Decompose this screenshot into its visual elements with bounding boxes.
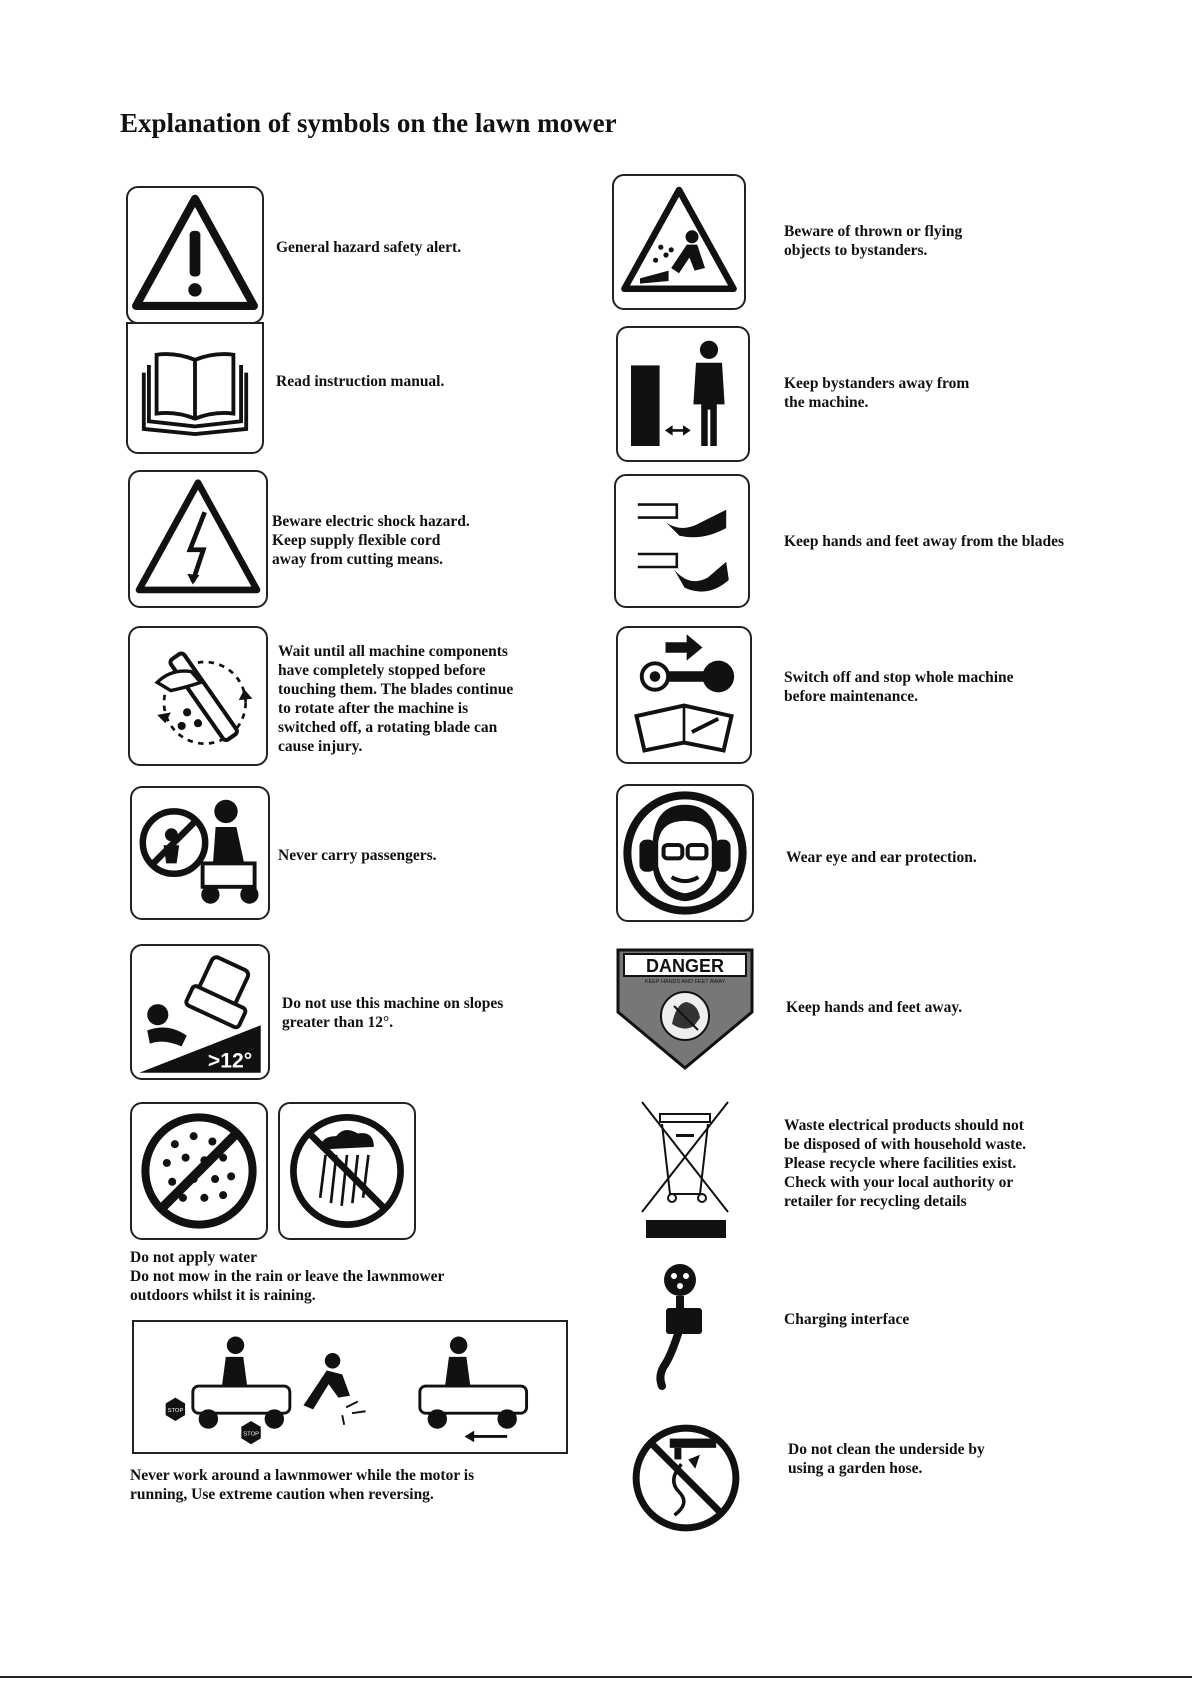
charging-text: Charging interface xyxy=(784,1311,910,1328)
switch-off-text: Switch off and stop whole machine before maintenance. xyxy=(784,669,1014,705)
thrown-objects-text: Beware of thrown or flying objects to bystanders. xyxy=(784,223,963,259)
no-water-drops-icon xyxy=(132,1104,266,1238)
eye-ear-symbol xyxy=(616,784,754,922)
danger-symbol xyxy=(614,946,756,1072)
reversing-text: Never work around a lawnmower while the motor is running, Use extreme caution when reversing. xyxy=(130,1467,475,1503)
page-title: Explanation of symbols on the lawn mower xyxy=(120,108,617,138)
no-hose-text: Do not clean the underside by using a garden hose. xyxy=(788,1441,985,1477)
switch-off-symbol xyxy=(616,626,752,764)
eye-ear-protection-icon xyxy=(618,786,752,920)
water-text: Do not apply water Do not mow in the rain or leave the lawnmower outdoors whilst it is raining. xyxy=(130,1249,445,1304)
read-manual-symbol xyxy=(126,322,264,454)
no-water-symbol xyxy=(130,1102,268,1240)
weee-text: Waste electrical products should not be disposed of with household waste. Please recycle where facilities exist. Check with your local authority or retailer for recycling details xyxy=(784,1117,1027,1210)
wait-stop-text: Wait until all machine components have completely stopped before touching them. The blades continue to rotate after the machine is switched off, a rotating blade can cause injury. xyxy=(278,643,514,755)
no-passengers-symbol xyxy=(130,786,270,920)
stop-sign-label-2: STOP xyxy=(243,1431,260,1438)
read-manual-text: Read instruction manual. xyxy=(276,373,445,390)
danger-text: Keep hands and feet away. xyxy=(786,999,963,1016)
eye-ear-text: Wear eye and ear protection. xyxy=(786,849,977,866)
no-passengers-text: Never carry passengers. xyxy=(278,847,437,864)
keep-distance-person-icon xyxy=(618,328,748,460)
hands-feet-text: Keep hands and feet away from the blades xyxy=(784,533,1065,550)
general-hazard-text: General hazard safety alert. xyxy=(276,239,462,256)
key-off-manual-icon xyxy=(618,628,750,762)
bystanders-text: Keep bystanders away from the machine. xyxy=(784,375,970,411)
no-passengers-icon xyxy=(132,788,268,918)
no-hose-icon xyxy=(628,1420,744,1536)
hands-feet-symbol xyxy=(614,474,750,608)
general-hazard-symbol xyxy=(126,186,264,324)
electric-shock-triangle-icon xyxy=(130,472,266,606)
hand-foot-blade-icon xyxy=(616,476,748,606)
danger-sublabel: KEEP HANDS AND FEET AWAY xyxy=(644,979,726,985)
rotating-blade-hand-icon xyxy=(130,628,266,764)
slope-badge: >12° xyxy=(207,1049,253,1073)
danger-label: DANGER xyxy=(645,956,725,976)
warning-triangle-icon xyxy=(128,188,262,322)
electric-shock-symbol xyxy=(128,470,268,608)
open-book-icon xyxy=(128,324,262,452)
no-hose-symbol xyxy=(628,1420,744,1536)
bystanders-symbol xyxy=(616,326,750,462)
slopes-symbol xyxy=(130,944,270,1080)
charging-symbol xyxy=(640,1262,720,1390)
danger-sign-icon xyxy=(614,946,756,1072)
reversing-caution-icon xyxy=(134,1322,566,1452)
wait-stop-symbol xyxy=(128,626,268,766)
thrown-objects-symbol xyxy=(612,174,746,310)
thrown-objects-triangle-icon xyxy=(614,176,744,308)
charging-plug-icon xyxy=(640,1262,720,1390)
no-rain-icon xyxy=(280,1104,414,1238)
slope-rollover-icon xyxy=(132,946,268,1078)
stop-sign-label-1: STOP xyxy=(167,1408,184,1415)
electric-shock-text: Beware electric shock hazard. Keep supply flexible cord away from cutting means. xyxy=(272,513,470,568)
no-rain-symbol xyxy=(278,1102,416,1240)
slopes-text: Do not use this machine on slopes greater than 12°. xyxy=(282,995,504,1031)
bottom-rule xyxy=(0,1676,1192,1678)
weee-symbol xyxy=(630,1094,740,1240)
reversing-symbol xyxy=(132,1320,568,1454)
crossed-bin-icon xyxy=(630,1094,740,1240)
